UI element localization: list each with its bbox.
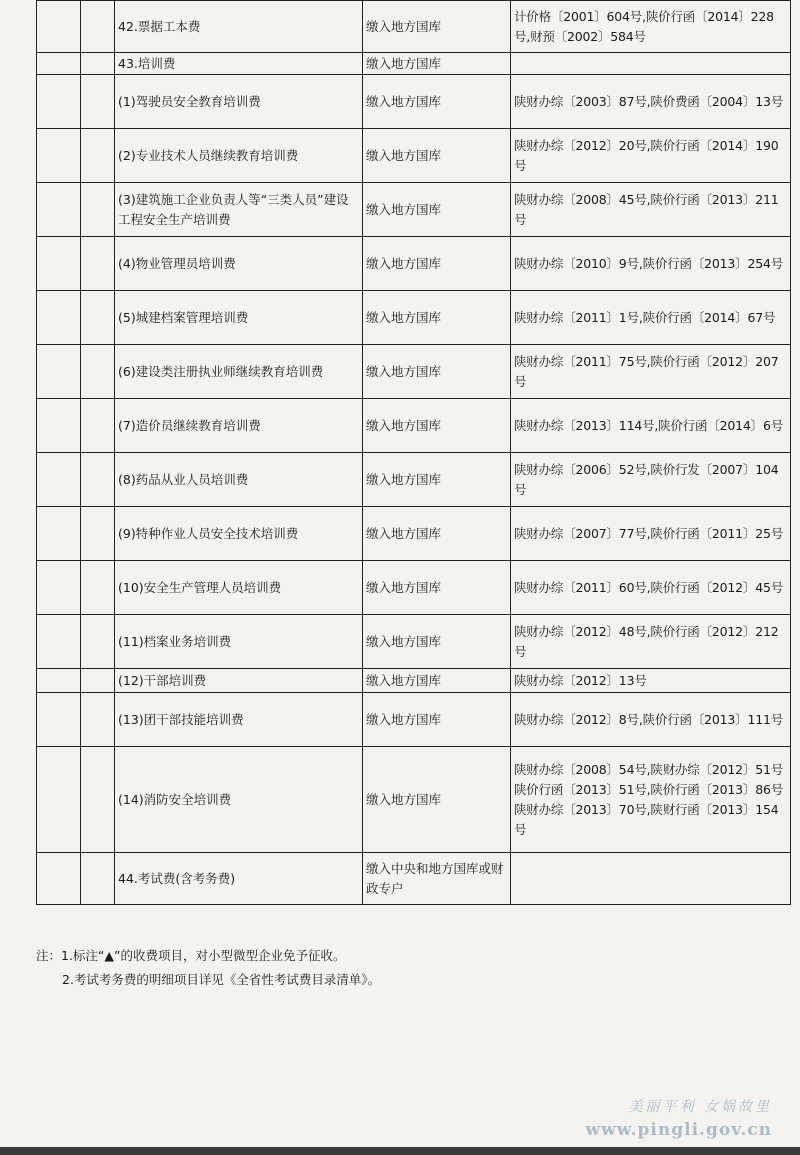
policy-basis: 陕财办综〔2008〕45号,陕价行函〔2013〕211号 xyxy=(511,183,791,237)
policy-basis: 陕财办综〔2007〕77号,陕价行函〔2011〕25号 xyxy=(511,507,791,561)
col-blank-2 xyxy=(81,291,115,345)
policy-basis: 陕财办综〔2011〕1号,陕价行函〔2014〕67号 xyxy=(511,291,791,345)
table-row xyxy=(37,345,791,399)
col-blank-2 xyxy=(81,129,115,183)
table-row xyxy=(37,129,791,183)
policy-basis: 陕财办综〔2012〕20号,陕价行函〔2014〕190号 xyxy=(511,129,791,183)
fee-name: (12)干部培训费 xyxy=(115,669,363,693)
fee-name: 44.考试费(含考务费) xyxy=(115,853,363,905)
table-row xyxy=(37,615,791,669)
collection-method: 缴入地方国库 xyxy=(363,1,511,53)
notes xyxy=(36,944,776,992)
col-blank-2 xyxy=(81,693,115,747)
col-blank-1 xyxy=(37,615,81,669)
table-row xyxy=(37,183,791,237)
col-blank-1 xyxy=(37,693,81,747)
table-row xyxy=(37,507,791,561)
policy-basis: 陕财办综〔2006〕52号,陕价行发〔2007〕104号 xyxy=(511,453,791,507)
col-blank-2 xyxy=(81,1,115,53)
col-blank-2 xyxy=(81,669,115,693)
fee-name: (5)城建档案管理培训费 xyxy=(115,291,363,345)
fee-name: (10)安全生产管理人员培训费 xyxy=(115,561,363,615)
table-row xyxy=(37,561,791,615)
col-blank-1 xyxy=(37,291,81,345)
fee-name: (2)专业技术人员继续教育培训费 xyxy=(115,129,363,183)
collection-method: 缴入地方国库 xyxy=(363,507,511,561)
fee-name: (3)建筑施工企业负责人等“三类人员”建设工程安全生产培训费 xyxy=(115,183,363,237)
collection-method: 缴入地方国库 xyxy=(363,75,511,129)
policy-basis xyxy=(511,853,791,905)
col-blank-2 xyxy=(81,747,115,853)
col-blank-1 xyxy=(37,747,81,853)
watermark-slogan: 美丽平利 女娲故里 xyxy=(628,1099,772,1115)
table-row xyxy=(37,747,791,853)
policy-basis xyxy=(511,53,791,75)
fee-name: (11)档案业务培训费 xyxy=(115,615,363,669)
table-row xyxy=(37,453,791,507)
table-row xyxy=(37,669,791,693)
col-blank-1 xyxy=(37,669,81,693)
collection-method: 缴入地方国库 xyxy=(363,453,511,507)
policy-basis: 陕财办综〔2013〕114号,陕价行函〔2014〕6号 xyxy=(511,399,791,453)
col-blank-2 xyxy=(81,453,115,507)
table-row xyxy=(37,1,791,53)
col-blank-1 xyxy=(37,853,81,905)
policy-basis: 陕财办综〔2008〕54号,陕财办综〔2012〕51号陕价行函〔2013〕51号,陕价行函〔2013〕86号陕财办综〔2013〕70号,陕财行函〔2013〕154号 xyxy=(511,747,791,853)
policy-basis: 陕财办综〔2012〕8号,陕价行函〔2013〕111号 xyxy=(511,693,791,747)
note-1: 注：1.标注“▲”的收费项目，对小型微型企业免予征收。 xyxy=(36,948,346,963)
col-blank-2 xyxy=(81,507,115,561)
policy-basis: 陕财办综〔2012〕13号 xyxy=(511,669,791,693)
collection-method: 缴入地方国库 xyxy=(363,693,511,747)
policy-basis: 陕财办综〔2011〕75号,陕价行函〔2012〕207号 xyxy=(511,345,791,399)
col-blank-1 xyxy=(37,129,81,183)
fee-name: (1)驾驶员安全教育培训费 xyxy=(115,75,363,129)
col-blank-1 xyxy=(37,399,81,453)
table-row xyxy=(37,399,791,453)
fee-name: (6)建设类注册执业师继续教育培训费 xyxy=(115,345,363,399)
col-blank-2 xyxy=(81,53,115,75)
col-blank-1 xyxy=(37,237,81,291)
col-blank-1 xyxy=(37,75,81,129)
table-row xyxy=(37,75,791,129)
col-blank-1 xyxy=(37,507,81,561)
col-blank-1 xyxy=(37,183,81,237)
col-blank-2 xyxy=(81,561,115,615)
col-blank-2 xyxy=(81,183,115,237)
collection-method: 缴入地方国库 xyxy=(363,561,511,615)
fee-table-body xyxy=(37,1,791,905)
col-blank-1 xyxy=(37,345,81,399)
collection-method: 缴入地方国库 xyxy=(363,237,511,291)
col-blank-1 xyxy=(37,1,81,53)
col-blank-1 xyxy=(37,561,81,615)
table-row xyxy=(37,853,791,905)
collection-method: 缴入地方国库 xyxy=(363,183,511,237)
fee-name: (14)消防安全培训费 xyxy=(115,747,363,853)
collection-method: 缴入地方国库 xyxy=(363,345,511,399)
col-blank-2 xyxy=(81,345,115,399)
col-blank-2 xyxy=(81,399,115,453)
table-row xyxy=(37,693,791,747)
fee-name: (8)药品从业人员培训费 xyxy=(115,453,363,507)
col-blank-2 xyxy=(81,237,115,291)
policy-basis: 陕财办综〔2011〕60号,陕价行函〔2012〕45号 xyxy=(511,561,791,615)
policy-basis: 陕财办综〔2010〕9号,陕价行函〔2013〕254号 xyxy=(511,237,791,291)
col-blank-2 xyxy=(81,853,115,905)
collection-method: 缴入中央和地方国库或财政专户 xyxy=(363,853,511,905)
fee-name: 42.票据工本费 xyxy=(115,1,363,53)
collection-method: 缴入地方国库 xyxy=(363,129,511,183)
fee-name: (13)团干部技能培训费 xyxy=(115,693,363,747)
collection-method: 缴入地方国库 xyxy=(363,291,511,345)
collection-method: 缴入地方国库 xyxy=(363,53,511,75)
table-row xyxy=(37,53,791,75)
table-row xyxy=(37,291,791,345)
scan-edge xyxy=(0,1147,800,1155)
note-2: 2.考试考务费的明细项目详见《全省性考试费目录清单》。 xyxy=(62,972,381,987)
fee-name: (4)物业管理员培训费 xyxy=(115,237,363,291)
policy-basis: 计价格〔2001〕604号,陕价行函〔2014〕228号,财预〔2002〕584号 xyxy=(511,1,791,53)
collection-method: 缴入地方国库 xyxy=(363,615,511,669)
col-blank-1 xyxy=(37,453,81,507)
collection-method: 缴入地方国库 xyxy=(363,747,511,853)
fee-name: (7)造价员继续教育培训费 xyxy=(115,399,363,453)
fee-name: (9)特种作业人员安全技术培训费 xyxy=(115,507,363,561)
col-blank-2 xyxy=(81,615,115,669)
collection-method: 缴入地方国库 xyxy=(363,399,511,453)
col-blank-1 xyxy=(37,53,81,75)
site-watermark xyxy=(585,1096,772,1140)
watermark-url: www.pingli.gov.cn xyxy=(585,1120,772,1140)
policy-basis: 陕财办综〔2012〕48号,陕价行函〔2012〕212号 xyxy=(511,615,791,669)
fee-name: 43.培训费 xyxy=(115,53,363,75)
policy-basis: 陕财办综〔2003〕87号,陕价费函〔2004〕13号 xyxy=(511,75,791,129)
table-row xyxy=(37,237,791,291)
col-blank-2 xyxy=(81,75,115,129)
collection-method: 缴入地方国库 xyxy=(363,669,511,693)
fee-table xyxy=(36,0,791,905)
